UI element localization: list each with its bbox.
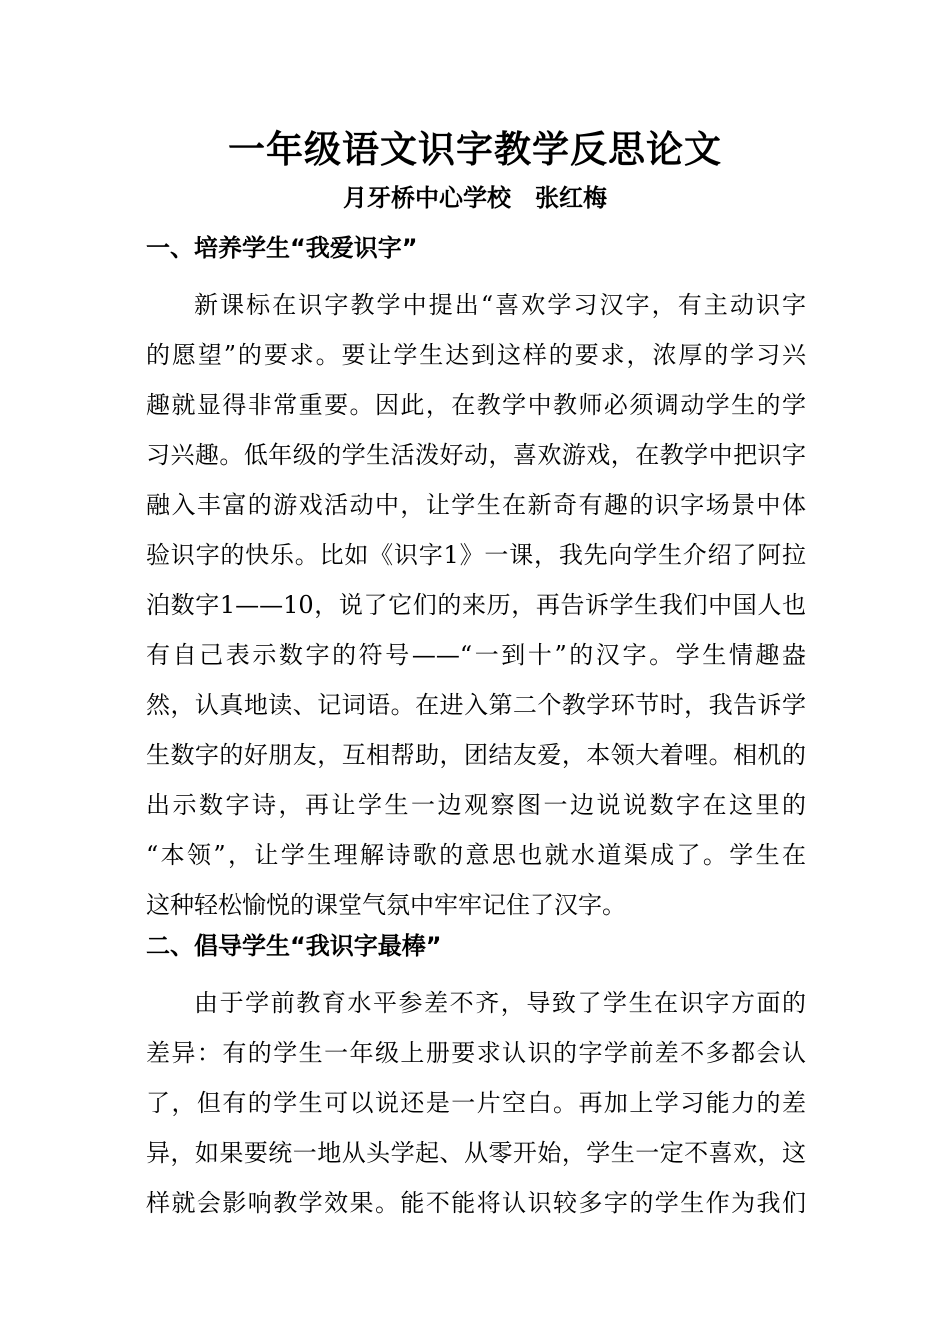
paragraph-line: 习兴趣。低年级的学生活泼好动，喜欢游戏，在教学中把识字: [146, 441, 806, 469]
paragraph-line: 出示数字诗，再让学生一边观察图一边说说数字在这里的: [146, 791, 806, 819]
paragraph-line: “本领”，让学生理解诗歌的意思也就水道渠成了。学生在: [146, 841, 806, 869]
section-2-paragraph: [146, 978, 806, 1228]
paragraph-line: 泊数字1——10，说了它们的来历，再告诉学生我们中国人也: [146, 591, 806, 619]
paragraph-line: 融入丰富的游戏活动中，让学生在新奇有趣的识字场景中体: [146, 491, 806, 519]
paragraph-line: 异，如果要统一地从头学起、从零开始，学生一定不喜欢，这: [146, 1139, 806, 1167]
paragraph-line: 的愿望”的要求。要让学生达到这样的要求，浓厚的学习兴: [146, 341, 806, 369]
section-1-paragraph: [146, 280, 806, 930]
paragraph-line: 趣就显得非常重要。因此，在教学中教师必须调动学生的学: [146, 391, 806, 419]
paragraph-line: 验识字的快乐。比如《识字1》一课，我先向学生介绍了阿拉: [146, 541, 806, 569]
paragraph-line: 样就会影响教学效果。能不能将认识较多字的学生作为我们: [146, 1189, 806, 1217]
author-line: 月牙桥中心学校 张红梅: [343, 184, 607, 212]
paragraph-line: 由于学前教育水平参差不齐，导致了学生在识字方面的: [194, 989, 806, 1017]
paragraph-line: 有自己表示数字的符号——“一到十”的汉字。学生情趣盎: [146, 641, 806, 669]
document-title: 一年级语文识字教学反思论文: [228, 127, 722, 171]
paragraph-line: 新课标在识字教学中提出“喜欢学习汉字，有主动识字: [194, 291, 806, 319]
section-heading-1: 一、培养学生“我爱识字”: [146, 234, 418, 262]
paragraph-line: 这种轻松愉悦的课堂气氛中牢牢记住了汉字。: [146, 891, 626, 919]
paragraph-line: 差异：有的学生一年级上册要求认识的字学前差不多都会认: [146, 1039, 806, 1067]
paragraph-line: 然，认真地读、记词语。在进入第二个教学环节时，我告诉学: [146, 691, 806, 719]
paragraph-line: 生数字的好朋友，互相帮助，团结友爱，本领大着哩。相机的: [146, 741, 806, 769]
section-heading-2: 二、倡导学生“我识字最棒”: [146, 932, 442, 960]
paragraph-line: 了，但有的学生可以说还是一片空白。再加上学习能力的差: [146, 1089, 806, 1117]
